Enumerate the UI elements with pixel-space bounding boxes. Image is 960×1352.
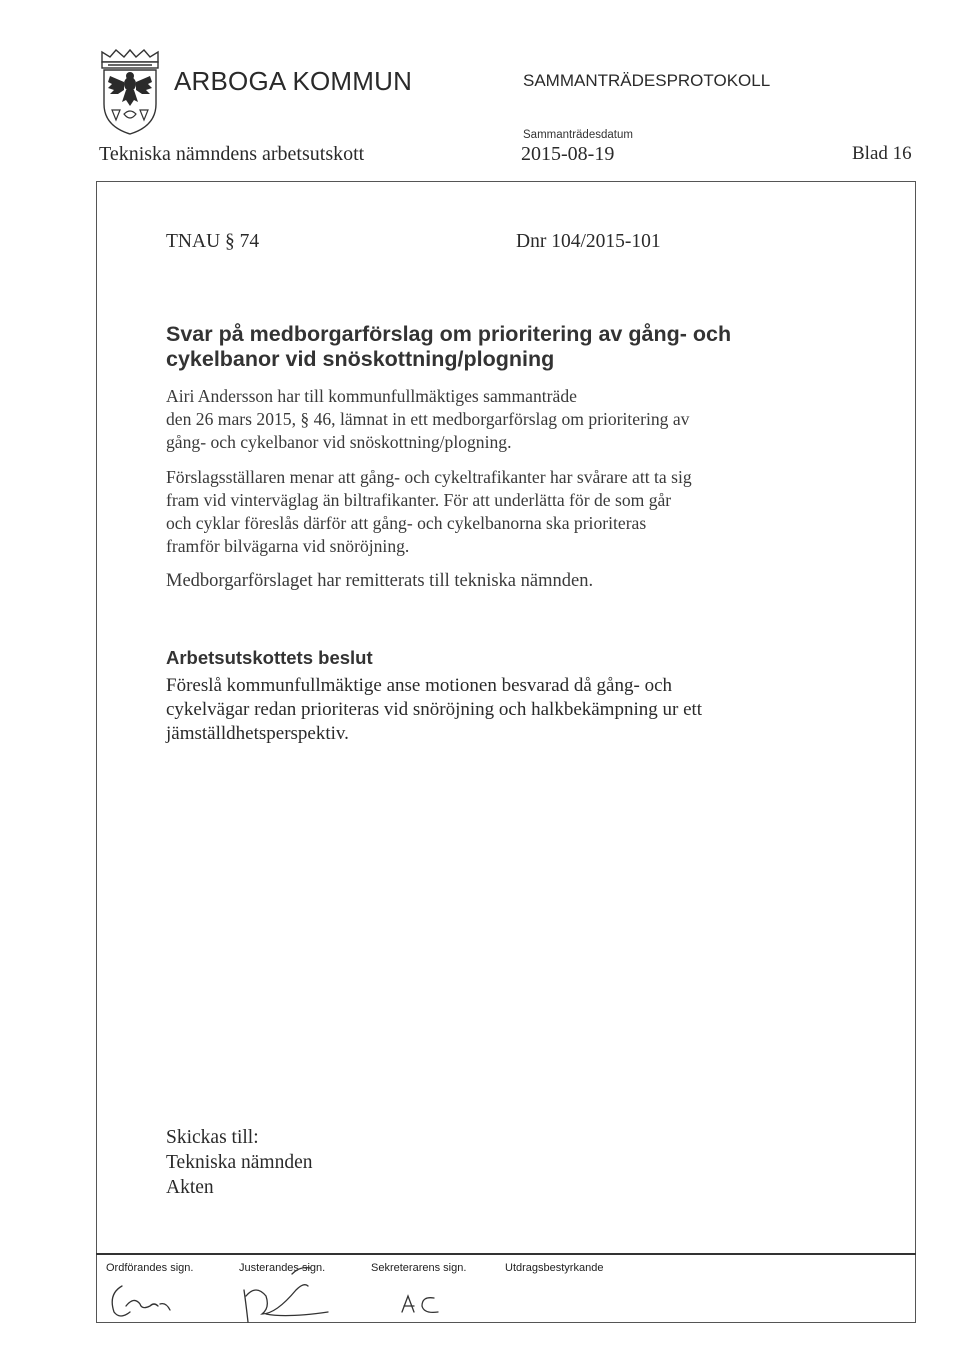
subject-title: Svar på medborgarförslag om prioritering av gång- och cykelbanor vid snöskottning/plogning <box>166 322 732 371</box>
handwritten-signatures <box>96 1256 916 1324</box>
page-number: Blad 16 <box>852 143 912 164</box>
body-paragraph: Förslagsställaren menar att gång- och cykeltrafikanter har svårare att ta sig fram vid vinterväglag än biltrafikanter. För att underlätta för de som går och cyklar föreslås därför att gång- och cykelbanorna ska prioriteras framför bilvägarna vid snöröjning. <box>166 467 692 556</box>
decision-text: Föreslå kommunfullmäktige anse motionen besvarad då gång- och cykelvägar redan prioriteras vid snöröjning och halkbekämpning ur ett jämställdhetsperspektiv. <box>166 675 703 744</box>
secretary-signature-label: Sekreterarens sign. <box>371 1262 467 1274</box>
organization-name: ARBOGA KOMMUN <box>174 66 413 96</box>
adjuster-signature-label: Justerandes sign. <box>239 1262 326 1274</box>
signature-divider <box>96 1253 916 1255</box>
distribution-recipient: Akten <box>166 1177 214 1198</box>
diary-number: Dnr 104/2015-101 <box>516 231 661 252</box>
chair-signature-mark <box>112 1286 170 1316</box>
body-paragraph: Airi Andersson har till kommunfullmäktiges sammanträde den 26 mars 2015, § 46, lämnat in ett medborgarförslag om prioritering av gång- och cykelbanor vid snöskottning/plogning. <box>166 386 690 452</box>
body-paragraph: Medborgarförslaget har remitterats till tekniska nämnden. <box>166 571 594 591</box>
coat-of-arms-logo <box>96 48 164 136</box>
secretary-signature-mark <box>402 1296 438 1312</box>
document-type: SAMMANTRÄDESPROTOKOLL <box>523 71 771 90</box>
extract-certification-label: Utdragsbestyrkande <box>505 1262 604 1274</box>
meeting-date-label: Sammanträdesdatum <box>523 129 633 141</box>
adjuster-signature-mark <box>244 1268 328 1322</box>
meeting-date: 2015-08-19 <box>521 143 615 165</box>
distribution-label: Skickas till: <box>166 1127 259 1148</box>
case-number: TNAU § 74 <box>166 231 260 252</box>
distribution-recipient: Tekniska nämnden <box>166 1152 313 1173</box>
distribution-list <box>166 1125 312 1200</box>
chair-signature-label: Ordförandes sign. <box>106 1262 194 1274</box>
committee-name: Tekniska nämndens arbetsutskott <box>99 143 365 165</box>
decision-heading: Arbetsutskottets beslut <box>166 647 373 668</box>
